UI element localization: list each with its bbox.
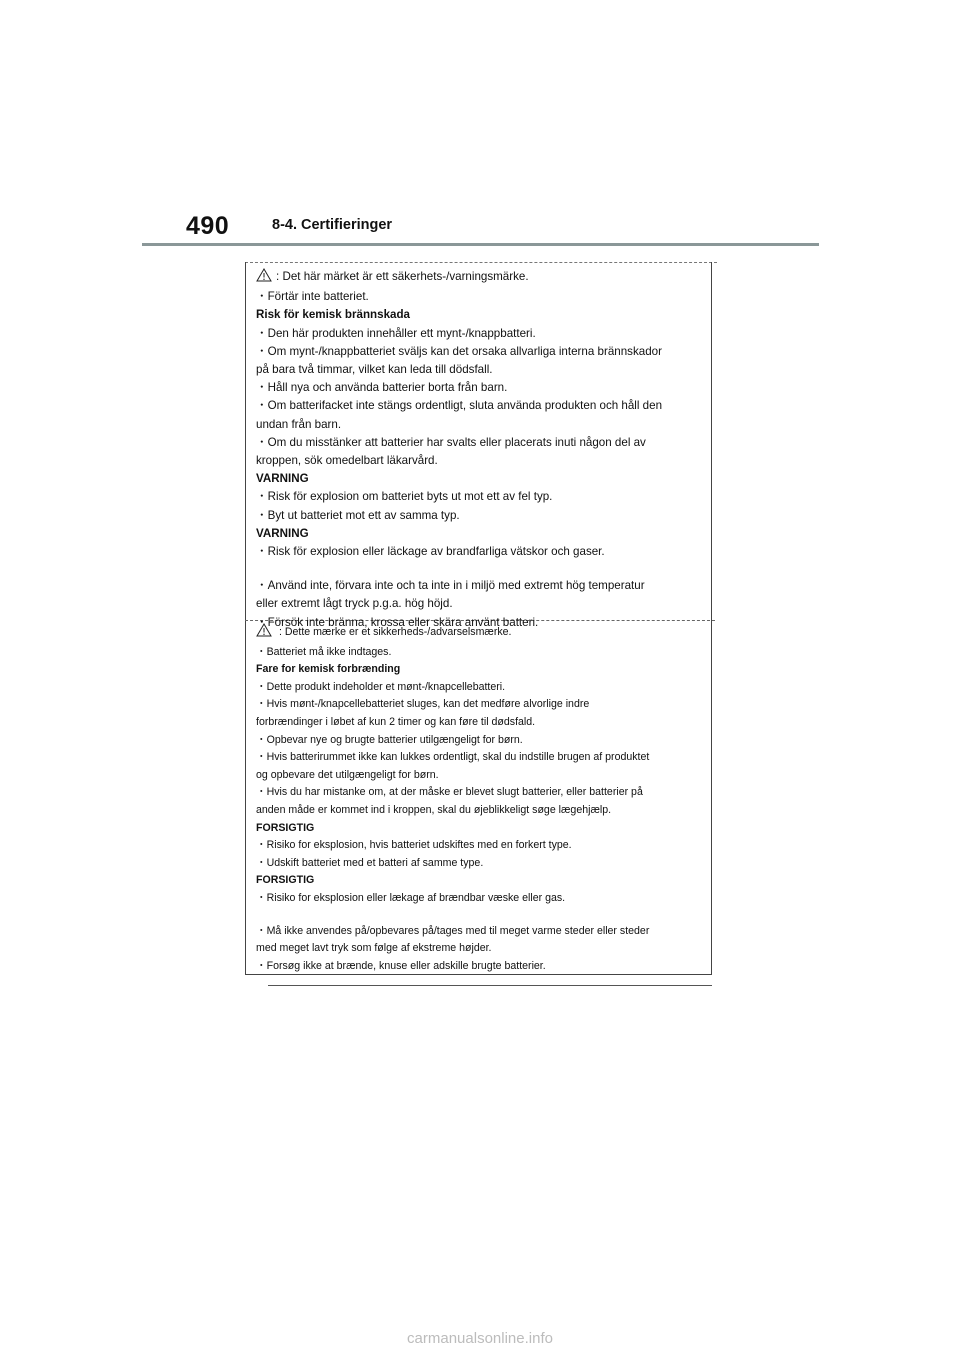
text-line: ・Batteriet må ikke indtages.	[256, 645, 392, 658]
text-line: ・Om du misstänker att batterier har svalts eller placerats inuti någon del av	[256, 435, 646, 449]
blank-line	[256, 561, 706, 577]
text-line: ・Hvis du har mistanke om, at der måske er blevet slugt batterier, eller batterier på	[256, 786, 643, 799]
text-line: forbrændinger i løbet af kun 2 timer og kan føre til dødsfald.	[256, 715, 536, 728]
text-line: ・Forsøg ikke at brænde, knuse eller adskille brugte batterier.	[256, 959, 546, 972]
text-line: ・Den här produkten innehåller ett mynt-/knappbatteri.	[256, 326, 536, 340]
page-number: 490	[186, 212, 230, 240]
text-line: ・Byt ut batteriet mot ett av samma typ.	[256, 508, 460, 522]
label-bottom-border	[268, 985, 712, 986]
blank-line	[256, 908, 708, 923]
text-line: ・Risk för explosion om batteriet byts ut mot ett av fel typ.	[256, 490, 553, 504]
symbol-note-line	[256, 268, 706, 288]
text-line: ・Risiko for eksplosion eller lækage af brændbar væske eller gas.	[256, 891, 566, 904]
symbol-note-text: : Dette mærke er et sikkerheds-/advarselsmærke.	[276, 626, 512, 638]
text-line: ・Försök inte bränna, krossa eller skära använt batteri.	[256, 615, 539, 629]
header-divider	[142, 243, 819, 246]
text-line: ・Udskift batteriet med et batteri af samme type.	[256, 856, 484, 869]
text-line: ・Om batterifacket inte stängs ordentligt, sluta använda produkten och håll den	[256, 399, 663, 413]
heading-line: Fare for kemisk forbrænding	[256, 663, 401, 676]
heading-line: Risk för kemisk brännskada	[256, 308, 411, 322]
text-line: ・Använd inte, förvara inte och ta inte in i miljö med extremt hög temperatur	[256, 579, 645, 593]
danish-warning-section	[256, 623, 708, 975]
text-line: anden måde er kommet ind i kroppen, skal du øjeblikkeligt søge lægehjælp.	[256, 803, 612, 816]
text-line: undan från barn.	[256, 417, 342, 431]
watermark-text: carmanualsonline.info	[407, 1330, 553, 1347]
text-line: ・Må ikke anvendes på/opbevares på/tages med til meget varme steder eller steder	[256, 924, 650, 937]
text-line: ・Risk för explosion eller läckage av brandfarliga vätskor och gaser.	[256, 545, 605, 559]
text-line: ・Opbevar nye og brugte batterier utilgængeligt for børn.	[256, 733, 523, 746]
warning-triangle-icon	[256, 623, 276, 644]
text-line: kroppen, sök omedelbart läkarvård.	[256, 454, 438, 468]
heading-line: VARNING	[256, 472, 309, 486]
text-line: og opbevare det utilgængeligt for børn.	[256, 768, 439, 781]
text-line: ・Hvis batterirummet ikke kan lukkes ordentligt, skal du indstille brugen af produktet	[256, 751, 650, 764]
heading-line: FORSIGTIG	[256, 821, 315, 834]
heading-line: FORSIGTIG	[256, 874, 315, 887]
text-line: eller extremt lågt tryck p.g.a. hög höjd.	[256, 597, 453, 611]
section-title: 8-4. Certifieringer	[272, 217, 393, 233]
text-line: på bara två timmar, vilket kan leda till dödsfall.	[256, 363, 493, 377]
text-line: ・Om mynt-/knappbatteriet sväljs kan det orsaka allvarliga interna brännskador	[256, 344, 662, 358]
text-line: ・Håll nya och använda batterier borta från barn.	[256, 381, 508, 395]
swedish-warning-section	[256, 268, 706, 632]
text-line: ・Förtär inte batteriet.	[256, 290, 369, 304]
text-line: ・Dette produkt indeholder et mønt-/knapcellebatteri.	[256, 680, 506, 693]
symbol-note-text: : Det här märket är ett säkerhets-/varningsmärke.	[276, 270, 529, 283]
symbol-note-line	[256, 623, 708, 644]
heading-line: VARNING	[256, 526, 309, 540]
warning-triangle-icon	[256, 268, 276, 288]
text-line: med meget lavt tryk som følge af ekstreme højder.	[256, 942, 492, 955]
text-line: ・Hvis mønt-/knapcellebatteriet sluges, kan det medføre alvorlige indre	[256, 698, 590, 711]
text-line: ・Risiko for eksplosion, hvis batteriet udskiftes med en forkert type.	[256, 839, 572, 852]
